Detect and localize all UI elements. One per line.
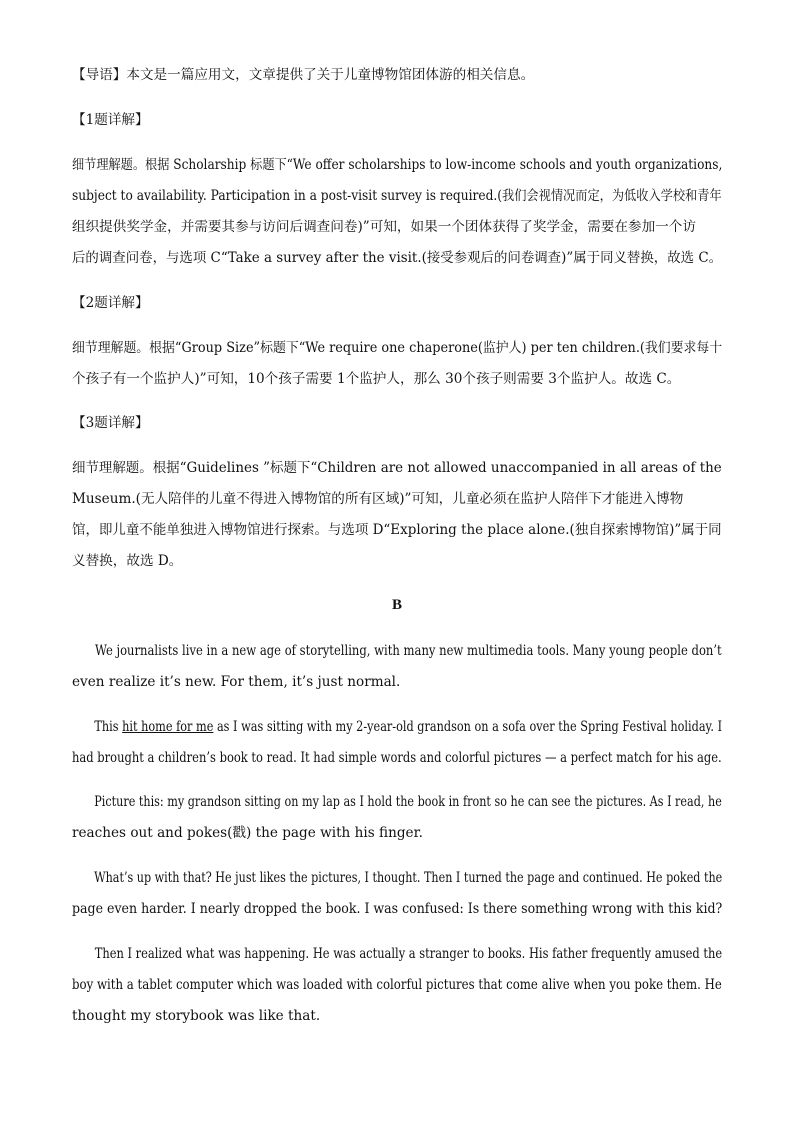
passage-paragraph-2 xyxy=(72,712,722,774)
text-line: 个孩子有一个监护人)”可知，10个孩子需要 1个监护人，那么 30个孩子则需要 3个监护人。故选 C。 xyxy=(72,371,681,387)
text-line: boy with a tablet computer which was loaded with colorful pictures that come alive when you poke them. He xyxy=(72,977,722,993)
text-line: What’s up with that? He just likes the pictures, I thought. Then I turned the page and continued. He poked the xyxy=(94,870,723,886)
text-line: subject to availability. Participation in a post-visit survey is required.(我们会视情况而定，为低收入学校和青年 xyxy=(72,188,722,204)
text-line: even realize it’s new. For them, it’s just normal. xyxy=(72,674,401,690)
q3-heading-text: 【3题详解】 xyxy=(72,415,149,431)
text-fragment: This xyxy=(94,719,123,735)
text-line: 义替换，故选 D。 xyxy=(72,553,183,569)
q3-explanation xyxy=(72,453,722,577)
q2-heading-text: 【2题详解】 xyxy=(72,295,149,311)
text-line: Museum.(无人陪伴的儿童不得进入博物馆的所有区域)”可知，儿童必须在监护人陪伴下才能进入博物 xyxy=(72,491,684,507)
text-line: 后的调查问卷，与选项 C“Take a survey after the visit.(接受参观后的问卷调查)”属于同义替换，故选 C。 xyxy=(72,250,723,266)
q2-explanation xyxy=(72,333,722,395)
passage-paragraph-5 xyxy=(72,939,722,1032)
text-line xyxy=(72,712,723,743)
text-line: 组织提供奖学金，并需要其参与访问后调查问卷)”可知，如果一个团体获得了奖学金，需要在参加一个访 xyxy=(72,219,696,235)
intro-text: 【导语】本文是一篇应用文，文章提供了关于儿童博物馆团体游的相关信息。 xyxy=(72,67,535,83)
underlined-phrase: hit home for me xyxy=(122,719,214,735)
q1-heading xyxy=(72,105,722,136)
text-line: 细节理解题。根据“Group Size”标题下“We require one chaperone(监护人) per ten children.(我们要求每十 xyxy=(72,340,723,356)
text-line: 细节理解题。根据“Guidelines ”标题下“Children are not allowed unaccompanied in all areas of the xyxy=(72,460,722,476)
text-line: had brought a children’s book to read. It had simple words and colorful pictures — a perfect match for his age. xyxy=(72,750,722,766)
intro-paragraph xyxy=(72,60,722,91)
text-line: We journalists live in a new age of storytelling, with many new multimedia tools. Many young people don’t xyxy=(95,643,722,659)
text-line: reaches out and pokes(戳) the page with his finger. xyxy=(72,825,423,841)
text-line: thought my storybook was like that. xyxy=(72,1008,321,1024)
passage-title: B xyxy=(391,597,402,613)
q1-explanation xyxy=(72,150,722,274)
text-line: Then I realized what was happening. He was actually a stranger to books. His father frequently amused the xyxy=(94,946,723,962)
text-fragment: as I was sitting with my 2-year-old grandson on a sofa over the Spring Festival holiday. I xyxy=(213,719,723,735)
passage-paragraph-3 xyxy=(72,787,722,849)
passage-paragraph-1 xyxy=(72,636,722,698)
text-line: page even harder. I nearly dropped the book. I was confused: Is there something wrong with this kid? xyxy=(72,901,723,917)
text-line: Picture this: my grandson sitting on my lap as I hold the book in front so he can see the pictures. As I read, he xyxy=(94,794,722,810)
text-line: 馆，即儿童不能单独进入博物馆进行探索。与选项 D“Exploring the place alone.(独自探索博物馆)”属于同 xyxy=(72,522,722,538)
q2-heading xyxy=(72,288,722,319)
q3-heading xyxy=(72,408,722,439)
passage-paragraph-4 xyxy=(72,863,722,925)
q1-heading-text: 【1题详解】 xyxy=(72,112,149,128)
text-line: 细节理解题。根据 Scholarship 标题下“We offer scholarships to low-income schools and youth organizations, xyxy=(72,157,723,173)
